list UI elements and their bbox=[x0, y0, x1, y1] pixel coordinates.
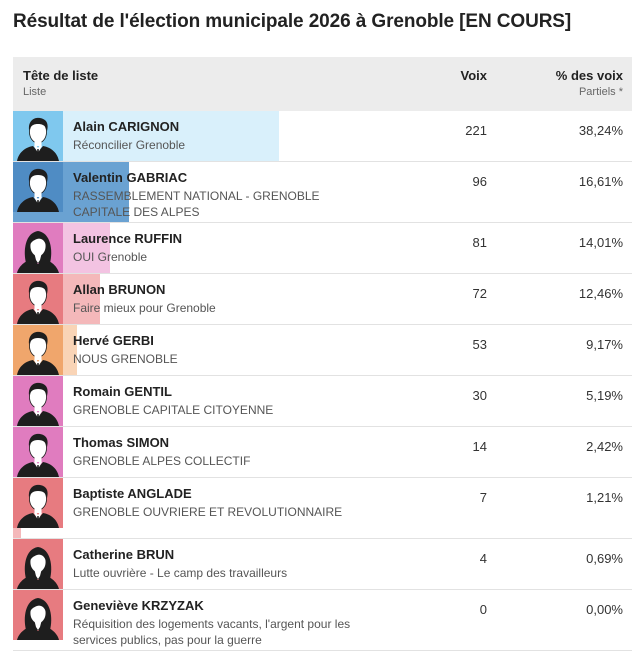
vote-count: 14 bbox=[472, 439, 487, 454]
table-row bbox=[13, 162, 632, 223]
candidate-name: Laurence RUFFIN bbox=[73, 231, 183, 246]
results-table bbox=[13, 57, 632, 647]
header-list-subtitle: Liste bbox=[23, 86, 47, 98]
vote-count: 221 bbox=[465, 123, 487, 138]
candidate-name: Valentin GABRIAC bbox=[73, 170, 188, 185]
man-silhouette-icon bbox=[13, 111, 63, 161]
vote-percent: 14,01% bbox=[578, 235, 623, 250]
table-row bbox=[13, 376, 632, 427]
list-name: OUI Grenoble bbox=[73, 250, 148, 264]
list-name: GRENOBLE OUVRIERE ET REVOLUTIONNAIRE bbox=[73, 505, 343, 519]
table-row bbox=[13, 325, 632, 376]
table-row bbox=[13, 427, 632, 478]
header-votes: Voix bbox=[460, 68, 487, 83]
vote-count: 72 bbox=[472, 286, 487, 301]
table-row bbox=[13, 539, 632, 590]
page-title: Résultat de l'élection municipale 2026 à Grenoble [EN COURS] bbox=[13, 11, 572, 32]
man-silhouette-icon bbox=[13, 478, 63, 528]
table-header bbox=[13, 57, 632, 111]
header-percent-column bbox=[556, 68, 623, 98]
vote-count: 53 bbox=[472, 337, 487, 352]
man-silhouette-icon bbox=[13, 376, 63, 426]
woman-silhouette-icon bbox=[13, 223, 63, 273]
man-silhouette-icon bbox=[13, 427, 63, 477]
table-row bbox=[13, 111, 632, 162]
vote-percent: 5,19% bbox=[586, 388, 623, 403]
vote-count: 30 bbox=[472, 388, 487, 403]
vote-percent: 1,21% bbox=[586, 490, 623, 505]
list-name: NOUS GRENOBLE bbox=[73, 352, 178, 366]
man-silhouette-icon bbox=[13, 162, 63, 212]
woman-silhouette-icon bbox=[13, 539, 63, 589]
candidate-name: Romain GENTIL bbox=[73, 384, 172, 399]
man-silhouette-icon bbox=[13, 325, 63, 375]
vote-percent: 16,61% bbox=[578, 174, 623, 189]
list-name: GRENOBLE ALPES COLLECTIF bbox=[73, 454, 251, 468]
list-name: Réconcilier Grenoble bbox=[73, 138, 186, 152]
list-name: RASSEMBLEMENT NATIONAL - GRENOBLE CAPITALE DES ALPES bbox=[73, 189, 320, 219]
vote-percent: 2,42% bbox=[586, 439, 623, 454]
list-name: Faire mieux pour Grenoble bbox=[73, 301, 216, 315]
vote-count: 0 bbox=[479, 602, 487, 617]
woman-silhouette-icon bbox=[13, 590, 63, 640]
vote-percent: 0,00% bbox=[586, 602, 623, 617]
candidate-name: Baptiste ANGLADE bbox=[73, 486, 192, 501]
vote-percent: 9,17% bbox=[586, 337, 623, 352]
vote-percent: 12,46% bbox=[578, 286, 623, 301]
candidate-name: Catherine BRUN bbox=[73, 547, 175, 562]
table-row bbox=[13, 590, 632, 651]
header-percent-title: % des voix bbox=[555, 68, 623, 83]
vote-count: 96 bbox=[472, 174, 487, 189]
list-name: GRENOBLE CAPITALE CITOYENNE bbox=[73, 403, 274, 417]
list-name: Réquisition des logements vacants, l'argent pour les services publics, pas pour la guerre bbox=[73, 617, 351, 647]
candidate-name: Hervé GERBI bbox=[73, 333, 154, 348]
candidate-name: Geneviève KRZYZAK bbox=[73, 598, 204, 613]
vote-count: 7 bbox=[479, 490, 487, 505]
header-partial-subtitle: Partiels * bbox=[578, 86, 623, 98]
vote-percent: 0,69% bbox=[586, 551, 623, 566]
header-candidate-title: Tête de liste bbox=[23, 68, 99, 83]
vote-count: 4 bbox=[479, 551, 487, 566]
vote-percent: 38,24% bbox=[578, 123, 623, 138]
candidate-name: Alain CARIGNON bbox=[73, 119, 180, 134]
table-row bbox=[13, 478, 632, 539]
table-row bbox=[13, 274, 632, 325]
candidate-name: Thomas SIMON bbox=[73, 435, 170, 450]
list-name: Lutte ouvrière - Le camp des travailleurs bbox=[73, 566, 288, 580]
header-candidate-column bbox=[23, 68, 98, 98]
vote-count: 81 bbox=[472, 235, 487, 250]
candidate-name: Allan BRUNON bbox=[73, 282, 166, 297]
man-silhouette-icon bbox=[13, 274, 63, 324]
table-row bbox=[13, 223, 632, 274]
